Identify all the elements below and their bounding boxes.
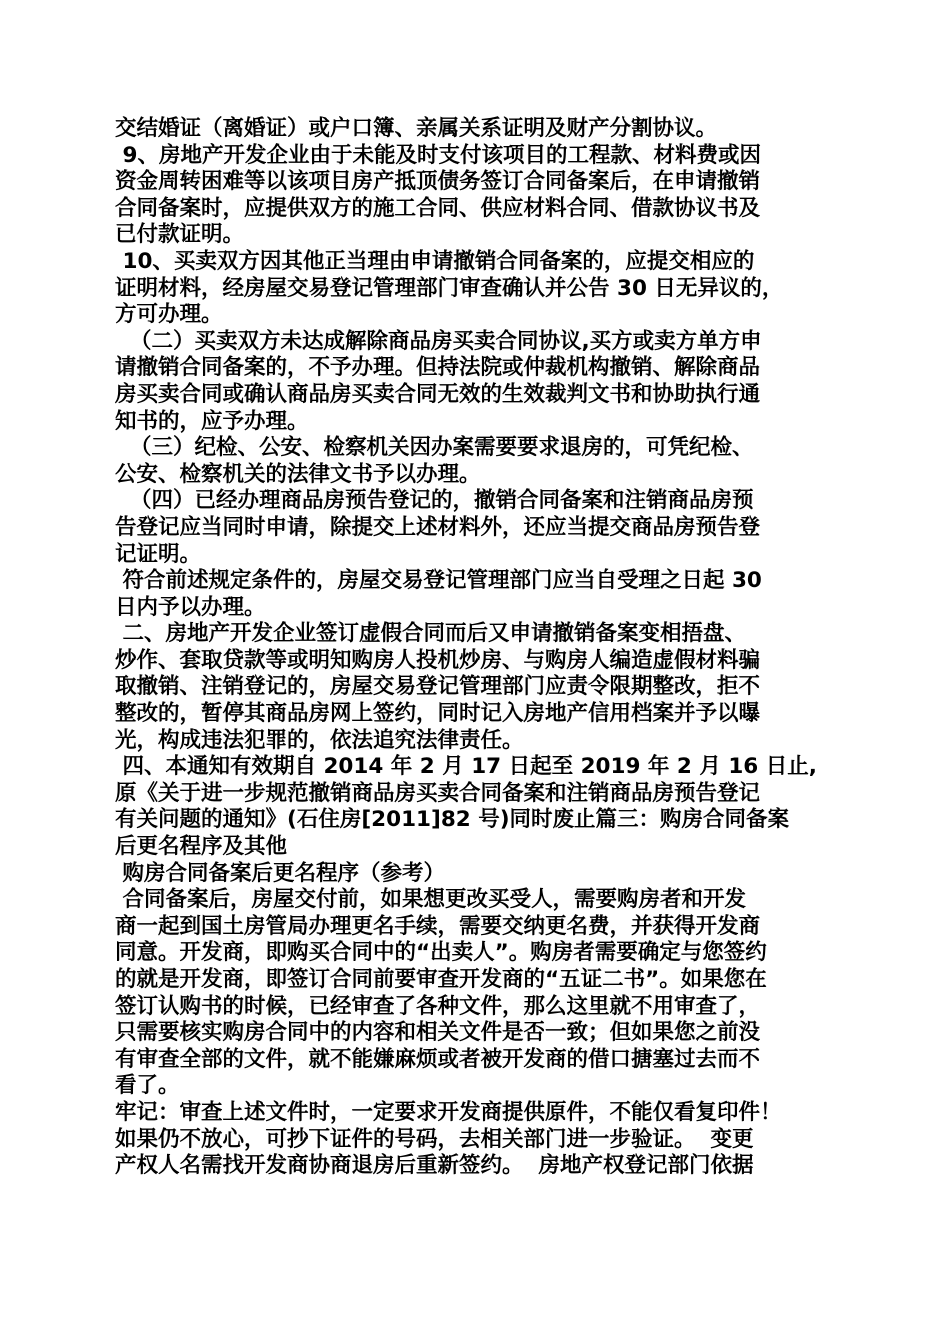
text-line: 看了。 [115, 1073, 180, 1099]
text-line: 告登记应当同时申请，除提交上述材料外，还应当提交商品房预告登 [115, 514, 761, 540]
text-line: 如果仍不放心，可抄下证件的号码，去相关部门进一步验证。 变更 [115, 1126, 754, 1152]
text-line: 证明材料，经房屋交易登记管理部门审查确认并公告 30 日无异议的， [115, 275, 784, 301]
text-line: 交结婚证（离婚证）或户口簿、亲属关系证明及财产分割协议。 [115, 116, 718, 141]
text-line: （三）纪检、公安、检察机关因办案需要要求退房的，可凭纪检、 [115, 435, 754, 461]
text-line: 请撤销合同备案的，不予办理。但持法院或仲裁机构撤销、解除商品 [115, 355, 761, 381]
text-line: 二、房地产开发企业签订虚假合同而后又申请撤销备案变相捂盘、 [115, 621, 746, 647]
text-line: 同意。开发商，即购买合同中的“出卖人”。购房者需要确定与您签约 [115, 940, 767, 966]
text-line: 10、买卖双方因其他正当理由申请撤销合同备案的，应提交相应的 [115, 248, 755, 274]
text-line: 有审查全部的文件，就不能嫌麻烦或者被开发商的借口搪塞过去而不 [115, 1046, 761, 1072]
text-line: 的就是开发商，即签订合同前要审查开发商的“五证二书”。如果您在 [115, 967, 767, 992]
text-line: 合同备案后，房屋交付前，如果想更改买受人，需要购房者和开发 [115, 887, 746, 913]
text-line: 炒作、套取贷款等或明知购房人投机炒房、与购房人编造虚假材料骗 [115, 647, 761, 673]
text-line: 取撤销、注销登记的，房屋交易登记管理部门应责令限期整改，拒不 [115, 674, 761, 700]
text-line: 后更名程序及其他 [115, 834, 288, 860]
text-line: 房买卖合同或确认商品房买卖合同无效的生效裁判文书和协助执行通 [115, 381, 761, 407]
text-line: 符合前述规定条件的，房屋交易登记管理部门应当自受理之日起 30 [115, 568, 762, 594]
text-line: 购房合同备案后更名程序（参考） [115, 860, 445, 886]
text-line: 知书的，应予办理。 [115, 408, 309, 434]
text-line: （二）买卖双方未达成解除商品房买卖合同协议,买方或卖方单方申 [115, 328, 762, 354]
text-line: 有关问题的通知》(石住房[2011]82 号)同时废止篇三：购房合同备案 [115, 807, 790, 833]
text-line: 四、本通知有效期自 2014 年 2 月 17 日起至 2019 年 2 月 16 日止, [115, 754, 817, 780]
text-line: 记证明。 [115, 541, 202, 567]
text-line: （四）已经办理商品房预告登记的，撤销合同备案和注销商品房预 [115, 488, 754, 514]
text-line: 方可办理。 [115, 302, 223, 328]
text-line: 日内予以办理。 [115, 594, 266, 620]
text-line: 只需要核实购房合同中的内容和相关文件是否一致；但如果您之前没 [115, 1020, 761, 1046]
document-page [115, 116, 843, 1180]
text-line: 商一起到国土房管局办理更名手续，需要交纳更名费，并获得开发商 [115, 913, 761, 939]
text-line: 整改的，暂停其商品房网上签约，同时记入房地产信用档案并予以曝 [115, 701, 761, 727]
text-line: 公安、检察机关的法律文书予以办理。 [115, 461, 481, 487]
text-line: 9、房地产开发企业由于未能及时支付该项目的工程款、材料费或因 [115, 142, 761, 168]
text-line: 牢记：审查上述文件时，一定要求开发商提供原件，不能仅看复印件！ [115, 1099, 782, 1125]
text-line: 资金周转困难等以该项目房产抵顶债务签订合同备案后，在申请撤销 [115, 169, 761, 195]
text-line: 光，构成违法犯罪的，依法追究法律责任。 [115, 727, 524, 753]
text-line: 签订认购书的时候，已经审查了各种文件，那么这里就不用审查了， [115, 993, 761, 1019]
text-line: 合同备案时，应提供双方的施工合同、供应材料合同、借款协议书及 [115, 195, 761, 221]
text-line: 已付款证明。 [115, 222, 245, 248]
text-line: 原《关于进一步规范撤销商品房买卖合同备案和注销商品房预告登记 [115, 780, 761, 806]
text-line: 产权人名需找开发商协商退房后重新签约。 房地产权登记部门依据 [115, 1153, 754, 1179]
